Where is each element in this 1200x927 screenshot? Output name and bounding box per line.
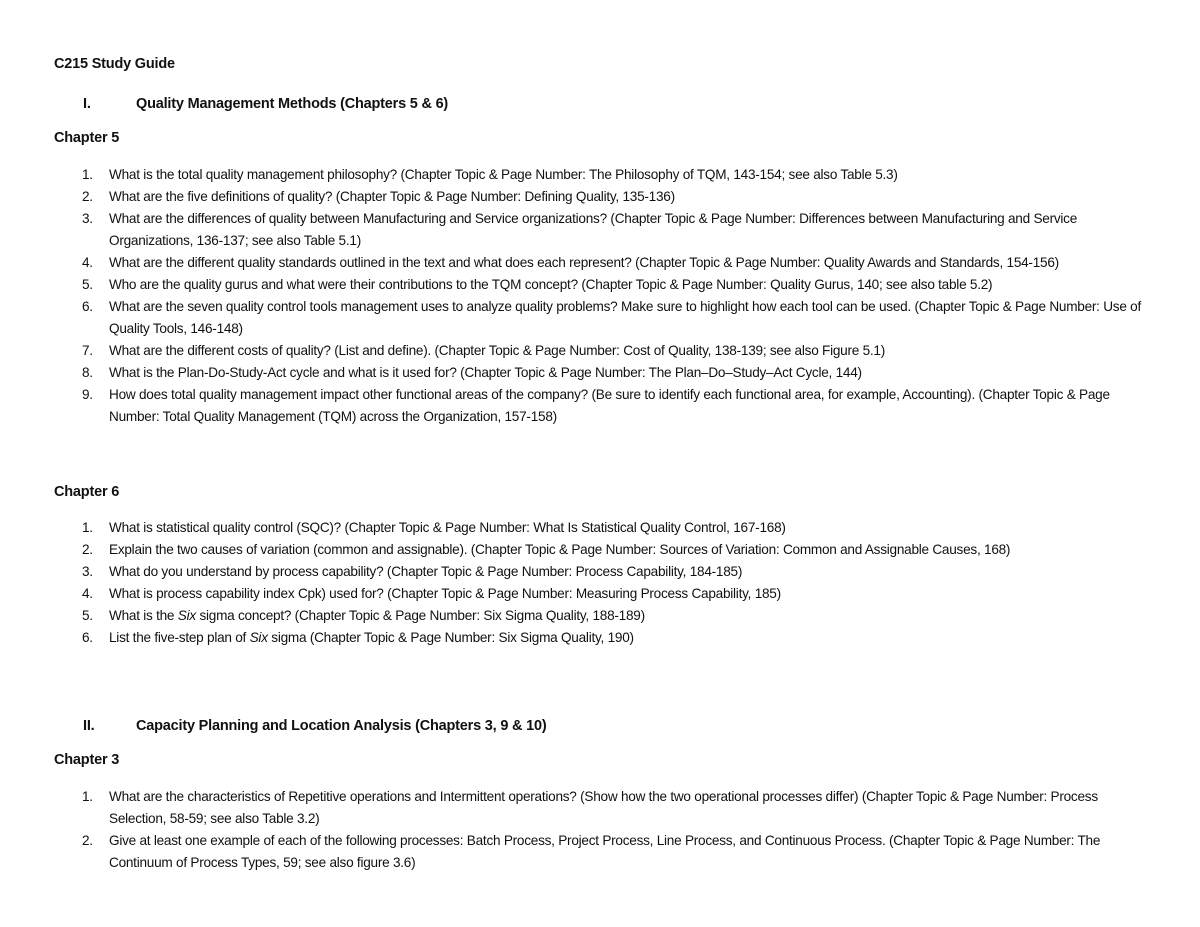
item-text: What are the seven quality control tools management uses to analyze quality problems? Make sure to highlight how each tool can be used. (Chapter Topic & Page Number: Use of Quality Tools, 146-148)	[109, 299, 1142, 336]
item-text: What are the differences of quality between Manufacturing and Service organizations? (Chapter Topic & Page Number: Differences between Manufacturing and Service Organizations, 136-137; see also Table 5.1)	[109, 211, 1078, 248]
item-text: Explain the two causes of variation (common and assignable). (Chapter Topic & Page Number: Sources of Variation: Common and Assignable Causes, 168)	[109, 542, 1011, 557]
item-number: 5.	[82, 608, 93, 623]
item-text: What are the five definitions of quality? (Chapter Topic & Page Number: Defining Quality, 135-136)	[109, 189, 675, 204]
list-item	[82, 186, 1142, 208]
list-item	[82, 583, 1142, 605]
section-title: Capacity Planning and Location Analysis (Chapters 3, 9 & 10)	[136, 718, 547, 734]
chapter-6-question-list	[82, 517, 1142, 649]
list-item	[82, 786, 1142, 830]
item-number: 9.	[82, 387, 93, 402]
item-text: What are the characteristics of Repetitive operations and Intermittent operations? (Show how the two operational processes differ) (Chapter Topic & Page Number: Process Selection, 58-59; see also Table 3.2)	[109, 789, 1098, 826]
item-text	[109, 608, 645, 623]
item-number: 4.	[82, 586, 93, 601]
item-number: 1.	[82, 789, 93, 804]
item-text: What is process capability index Cpk) used for? (Chapter Topic & Page Number: Measuring Process Capability, 185)	[109, 586, 781, 601]
item-text-emphasis: Six	[249, 630, 268, 645]
item-number: 5.	[82, 277, 93, 292]
item-number: 2.	[82, 542, 93, 557]
item-text-post: sigma (Chapter Topic & Page Number: Six Sigma Quality, 190)	[267, 630, 634, 645]
item-text: What do you understand by process capability? (Chapter Topic & Page Number: Process Capability, 184-185)	[109, 564, 743, 579]
list-item	[82, 605, 1142, 627]
list-item	[82, 340, 1142, 362]
item-text: Who are the quality gurus and what were their contributions to the TQM concept? (Chapter Topic & Page Number: Quality Gurus, 140; see also table 5.2)	[109, 277, 993, 292]
document-title: C215 Study Guide	[54, 56, 175, 72]
item-number: 6.	[82, 630, 93, 645]
item-text: How does total quality management impact other functional areas of the company? (Be sure to identify each functional area, for example, Accounting). (Chapter Topic & Page Number: Total Quality Management (TQM) across the Organization, 157-158)	[109, 387, 1110, 424]
list-item	[82, 561, 1142, 583]
section-heading-2	[83, 718, 546, 734]
list-item	[82, 274, 1142, 296]
section-title: Quality Management Methods (Chapters 5 & 6)	[136, 96, 449, 112]
section-number: II.	[83, 718, 95, 734]
item-text: Give at least one example of each of the following processes: Batch Process, Project Process, Line Process, and Continuous Process. (Chapter Topic & Page Number: The Continuum of Process Types, 59; see also figure 3.6)	[109, 833, 1101, 870]
chapter-5-question-list	[82, 164, 1142, 428]
chapter-heading-3: Chapter 3	[54, 752, 120, 768]
list-item	[82, 164, 1142, 186]
list-item	[82, 830, 1142, 874]
item-text: What are the different quality standards outlined in the text and what does each represent? (Chapter Topic & Page Number: Quality Awards and Standards, 154-156)	[109, 255, 1059, 270]
chapter-heading-5: Chapter 5	[54, 130, 120, 146]
item-text-pre: What is the	[109, 608, 178, 623]
chapter-heading-6: Chapter 6	[54, 484, 120, 500]
list-item	[82, 627, 1142, 649]
item-number: 8.	[82, 365, 93, 380]
list-item	[82, 252, 1142, 274]
item-text: What is statistical quality control (SQC)? (Chapter Topic & Page Number: What Is Statistical Quality Control, 167-168)	[109, 520, 786, 535]
item-text-post: sigma concept? (Chapter Topic & Page Number: Six Sigma Quality, 188-189)	[195, 608, 645, 623]
item-text-emphasis: Six	[177, 608, 196, 623]
item-text-pre: List the five-step plan of	[109, 630, 250, 645]
item-number: 2.	[82, 833, 93, 848]
list-item	[82, 296, 1142, 340]
list-item	[82, 208, 1142, 252]
item-number: 1.	[82, 167, 93, 182]
section-number: I.	[83, 96, 91, 112]
item-number: 3.	[82, 564, 93, 579]
item-number: 6.	[82, 299, 93, 314]
list-item	[82, 384, 1142, 428]
item-number: 4.	[82, 255, 93, 270]
chapter-3-question-list	[82, 786, 1142, 874]
item-number: 3.	[82, 211, 93, 226]
item-number: 1.	[82, 520, 93, 535]
item-text: What are the different costs of quality? (List and define). (Chapter Topic & Page Number: Cost of Quality, 138-139; see also Figure 5.1)	[109, 343, 886, 358]
list-item	[82, 362, 1142, 384]
item-text: What is the Plan-Do-Study-Act cycle and what is it used for? (Chapter Topic & Page Number: The Plan–Do–Study–Act Cycle, 144)	[109, 365, 862, 380]
list-item	[82, 517, 1142, 539]
item-text	[109, 630, 634, 645]
item-number: 2.	[82, 189, 93, 204]
item-number: 7.	[82, 343, 93, 358]
item-text: What is the total quality management philosophy? (Chapter Topic & Page Number: The Philosophy of TQM, 143-154; see also Table 5.3)	[109, 167, 898, 182]
list-item	[82, 539, 1142, 561]
section-heading-1	[83, 96, 448, 112]
